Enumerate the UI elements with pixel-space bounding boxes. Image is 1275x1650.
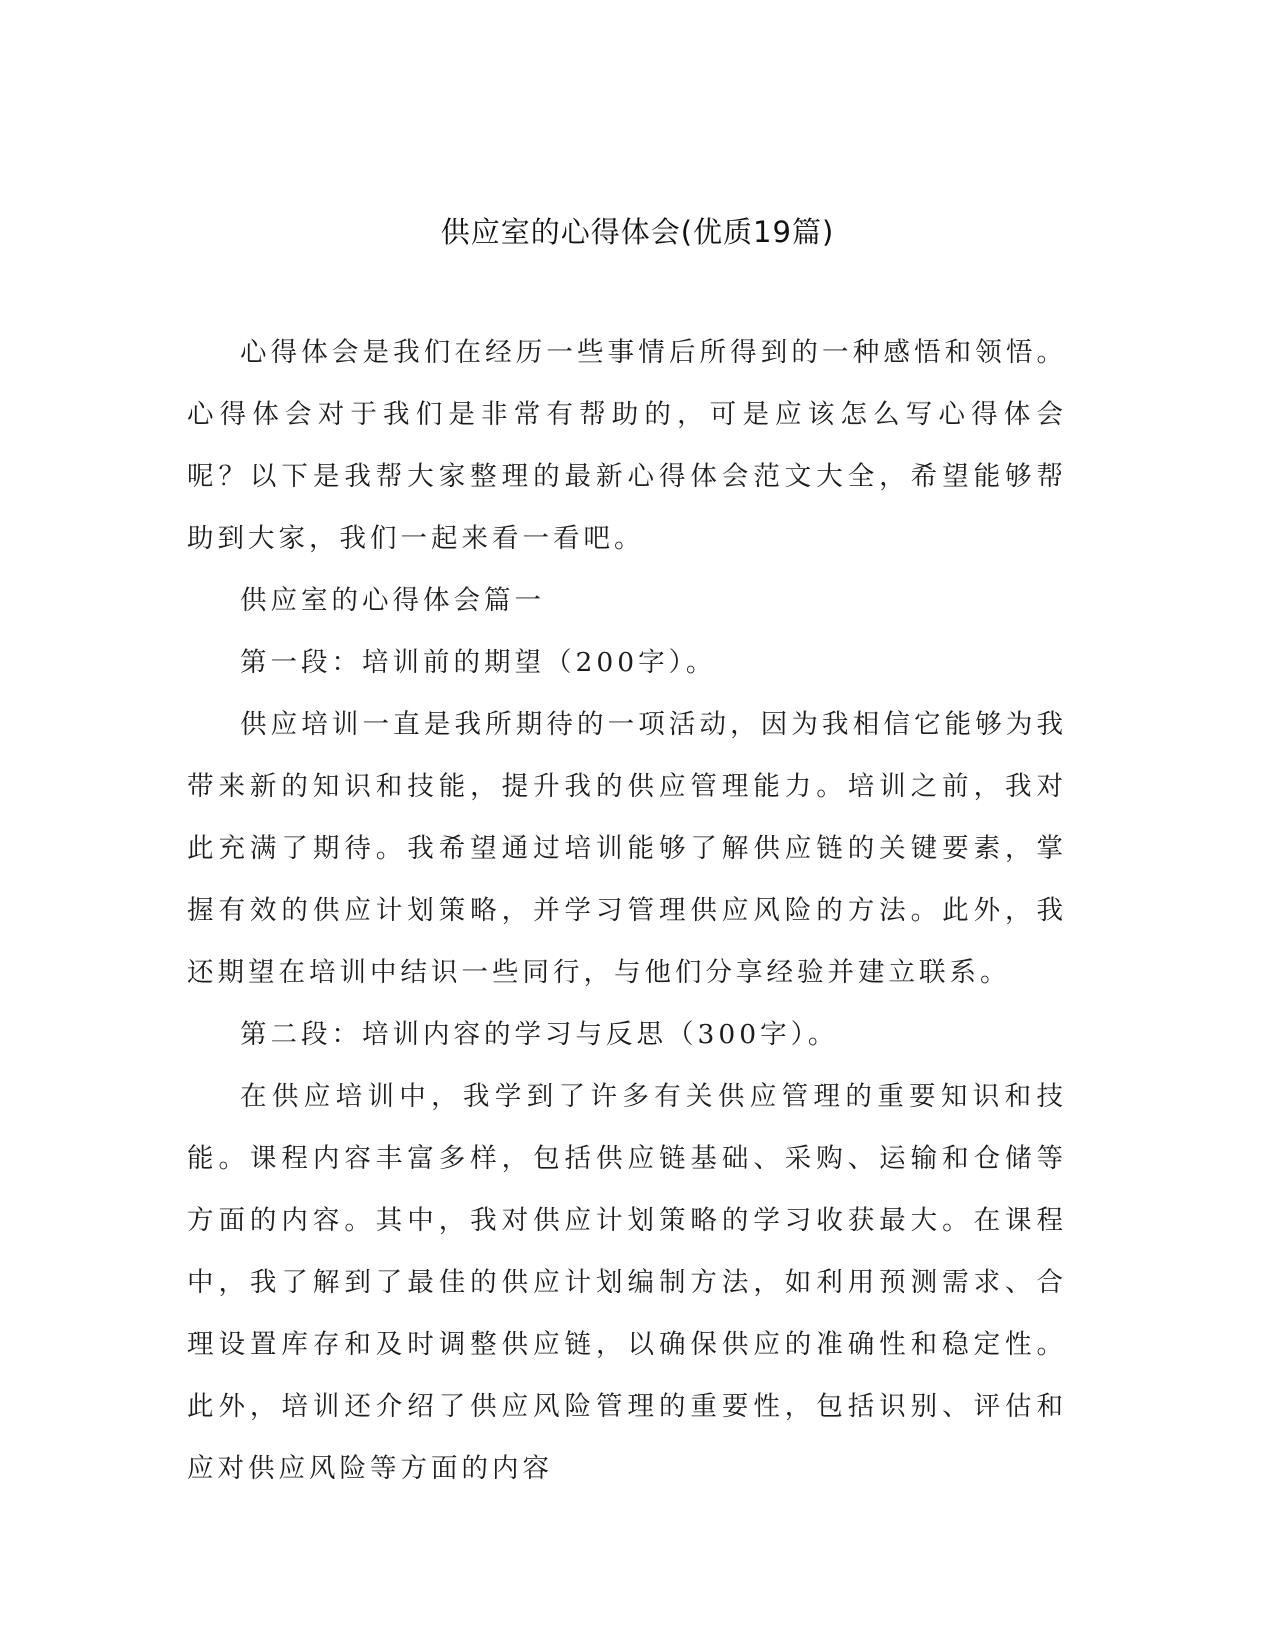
body-paragraph: 供应培训一直是我所期待的一项活动，因为我相信它能够为我带来新的知识和技能，提升我的供应管理能力。培训之前，我对此充满了期待。我希望通过培训能够了解供应链的关键要素，掌握有效的供应计划策略，并学习管理供应风险的方法。此外，我还期望在培训中结识一些同行，与他们分享经验并建立联系。: [187, 709, 1067, 988]
document-title: 供应室的心得体会(优质19篇): [440, 215, 835, 249]
section-heading: 供应室的心得体会篇一: [240, 585, 545, 616]
section-subheading: 第一段：培训前的期望（200字）。: [240, 647, 717, 678]
section-subheading: 第二段：培训内容的学习与反思（300字）。: [240, 1019, 839, 1050]
intro-paragraph: 心得体会是我们在经历一些事情后所得到的一种感悟和领悟。心得体会对于我们是非常有帮助的，可是应该怎么写心得体会呢？以下是我帮大家整理的最新心得体会范文大全，希望能够帮助到大家，我们一起来看一看吧。: [187, 337, 1067, 554]
body-paragraph: 在供应培训中，我学到了许多有关供应管理的重要知识和技能。课程内容丰富多样，包括供应链基础、采购、运输和仓储等方面的内容。其中，我对供应计划策略的学习收获最大。在课程中，我了解到了最佳的供应计划编制方法，如利用预测需求、合理设置库存和及时调整供应链，以确保供应的准确性和稳定性。此外，培训还介绍了供应风险管理的重要性，包括识别、评估和应对供应风险等方面的内容: [187, 1081, 1067, 1484]
document-body: [187, 322, 1067, 1500]
